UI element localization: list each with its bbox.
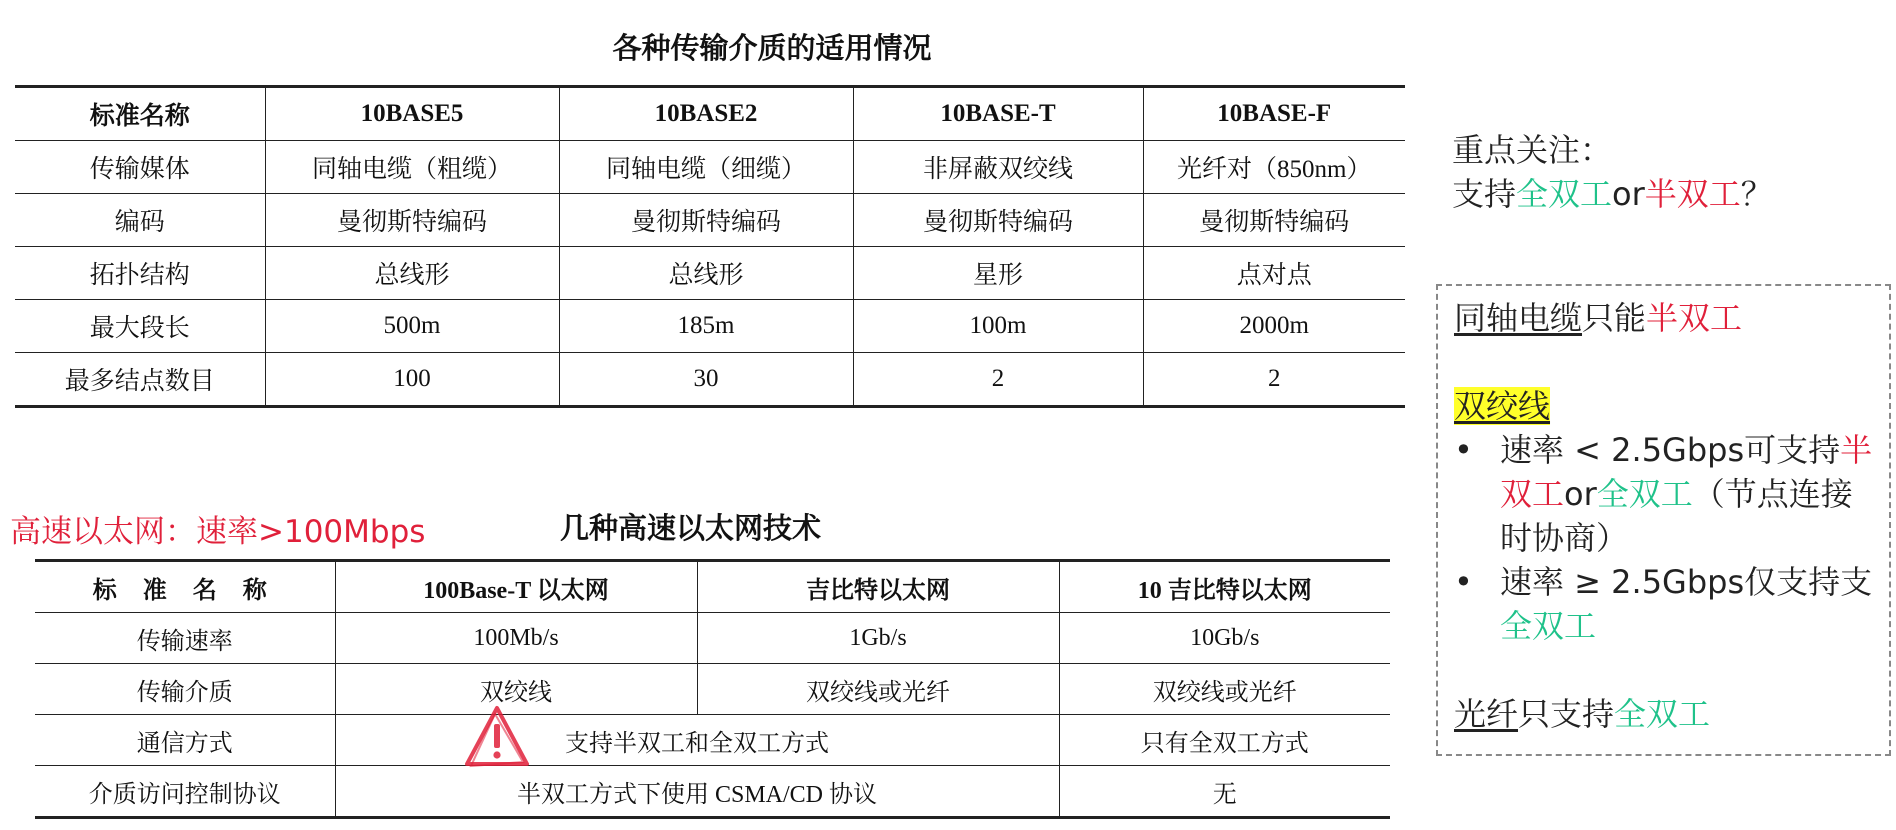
table-row <box>35 715 1390 766</box>
bullet1-prefix: 速率 < 2.5Gbps可支持 <box>1500 431 1841 469</box>
table-row <box>15 300 1405 353</box>
table-cell: 双绞线 <box>335 664 697 715</box>
header-cell: 吉比特以太网 <box>697 561 1059 613</box>
row-label: 传输媒体 <box>15 141 265 194</box>
question-or: or <box>1612 175 1645 213</box>
row-label: 传输速率 <box>35 613 335 664</box>
header-cell: 100Base-T 以太网 <box>335 561 697 613</box>
bullet1-full: 全双工 <box>1596 475 1693 513</box>
highspeed-ethernet-note: 高速以太网：速率>100Mbps <box>10 514 426 550</box>
table-cell: 100 <box>265 353 559 407</box>
table-cell: 100Mb/s <box>335 613 697 664</box>
bullet1-half: 半双工 <box>1500 431 1873 513</box>
table-cell: 光纤对（850nm） <box>1143 141 1405 194</box>
header-cell: 10BASE-F <box>1143 87 1405 141</box>
twisted-pair-bullet-1 <box>1454 428 1883 560</box>
table-cell: 半双工方式下使用 CSMA/CD 协议 <box>335 766 1059 818</box>
bullet-dot-icon: • <box>1454 563 1473 601</box>
coax-subject: 同轴电缆 <box>1454 299 1583 337</box>
table-cell: 500m <box>265 300 559 353</box>
table-cell: 曼彻斯特编码 <box>559 194 853 247</box>
duplex-summary-box <box>1436 284 1891 756</box>
table-row <box>15 247 1405 300</box>
bullet2-full: 全双工 <box>1500 607 1597 645</box>
fiber-only: 只支持 <box>1518 695 1615 733</box>
row-label: 介质访问控制协议 <box>88 781 281 808</box>
table-cell: 185m <box>559 300 853 353</box>
table-cell: 同轴电缆（细缆） <box>559 141 853 194</box>
header-cell: 10 吉比特以太网 <box>1059 561 1390 613</box>
table-header-row <box>35 561 1390 613</box>
duplex-question <box>1452 172 1773 216</box>
bullet1-suffix: （节点连接时协商） <box>1500 475 1853 557</box>
table-cell: 支持半双工和全双工方式 <box>335 715 1059 766</box>
table-row <box>15 141 1405 194</box>
table-header-row <box>15 87 1405 141</box>
coax-only: 只能 <box>1582 299 1647 337</box>
table-cell: 2000m <box>1143 300 1405 353</box>
row-label: 通信方式 <box>35 715 335 766</box>
bullet-dot-icon: • <box>1454 431 1473 469</box>
highspeed-ethernet-table <box>35 559 1390 819</box>
header-cell: 10BASE2 <box>559 87 853 141</box>
table-cell: 1Gb/s <box>697 613 1059 664</box>
table-cell: 曼彻斯特编码 <box>1143 194 1405 247</box>
transmission-media-table <box>15 85 1405 408</box>
table-cell: 2 <box>1143 353 1405 407</box>
table-cell: 无 <box>1059 766 1390 818</box>
table-cell: 30 <box>559 353 853 407</box>
focus-notes <box>1452 128 1773 216</box>
table-row <box>15 194 1405 247</box>
twisted-pair-title: 双绞线 <box>1454 387 1551 425</box>
table-cell: 总线形 <box>559 247 853 300</box>
warning-icon <box>462 702 532 772</box>
table1-title: 各种传输介质的适用情况 <box>612 31 932 65</box>
coax-mode: 半双工 <box>1646 299 1743 337</box>
twisted-pair-title-line <box>1454 384 1883 428</box>
fiber-subject: 光纤 <box>1454 695 1519 733</box>
full-duplex-text: 全双工 <box>1516 175 1613 213</box>
table-cell: 双绞线或光纤 <box>697 664 1059 715</box>
row-label: 最大段长 <box>15 300 265 353</box>
table-cell: 2 <box>853 353 1143 407</box>
table-row <box>15 353 1405 407</box>
question-end: ？ <box>1740 175 1773 213</box>
header-cell: 标 准 名 称 <box>35 561 335 613</box>
fiber-line <box>1454 692 1883 736</box>
table-cell: 星形 <box>853 247 1143 300</box>
question-prefix: 支持 <box>1452 175 1517 213</box>
table-cell: 总线形 <box>265 247 559 300</box>
half-duplex-text: 半双工 <box>1644 175 1741 213</box>
table-row <box>35 613 1390 664</box>
row-label: 最多结点数目 <box>64 368 215 395</box>
row-label: 编码 <box>15 194 265 247</box>
header-cell: 标准名称 <box>15 87 265 141</box>
table-cell: 曼彻斯特编码 <box>265 194 559 247</box>
table-cell: 非屏蔽双绞线 <box>853 141 1143 194</box>
header-cell: 10BASE-T <box>853 87 1143 141</box>
twisted-pair-bullet-2 <box>1454 560 1883 648</box>
table2-title: 几种高速以太网技术 <box>560 511 822 545</box>
table-cell: 点对点 <box>1143 247 1405 300</box>
table-row <box>35 766 1390 818</box>
coax-line <box>1454 296 1883 340</box>
table-cell: 只有全双工方式 <box>1059 715 1390 766</box>
table-row <box>35 664 1390 715</box>
bullet2-prefix: 速率 ≥ 2.5Gbps仅支持支 <box>1500 563 1873 601</box>
focus-label: 重点关注： <box>1452 131 1613 169</box>
table-cell: 同轴电缆（粗缆） <box>265 141 559 194</box>
row-label: 传输介质 <box>35 664 335 715</box>
bullet1-or: or <box>1564 475 1597 513</box>
row-label: 拓扑结构 <box>15 247 265 300</box>
table-cell: 曼彻斯特编码 <box>853 194 1143 247</box>
fiber-mode: 全双工 <box>1614 695 1711 733</box>
table-cell: 10Gb/s <box>1059 613 1390 664</box>
table-cell: 100m <box>853 300 1143 353</box>
header-cell: 10BASE5 <box>265 87 559 141</box>
table-cell: 双绞线或光纤 <box>1059 664 1390 715</box>
